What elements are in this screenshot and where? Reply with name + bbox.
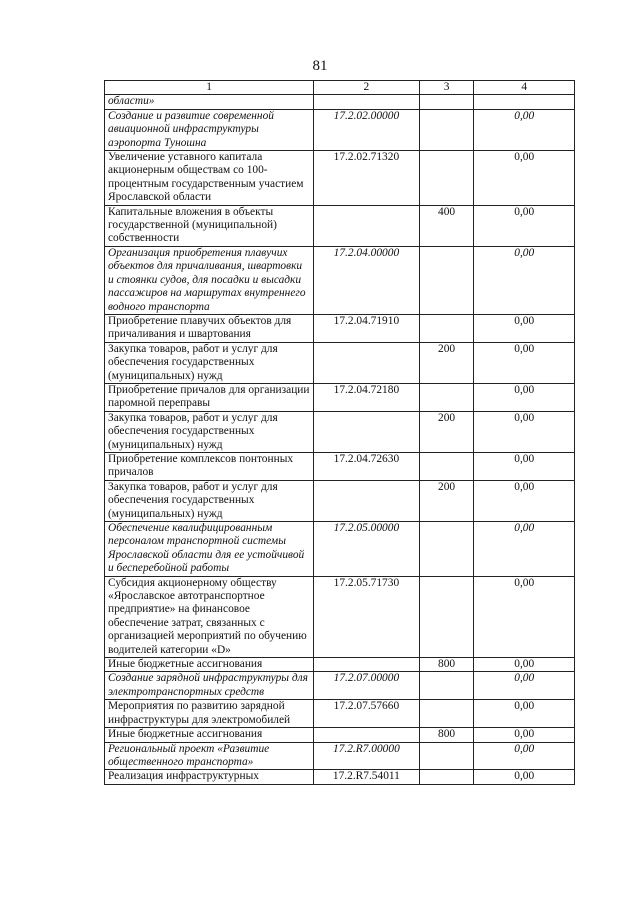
row-name-cell: Приобретение причалов для организации паромной переправы bbox=[105, 383, 314, 411]
row-code-cell: 17.2.05.71730 bbox=[314, 576, 420, 657]
table-row bbox=[105, 109, 575, 150]
table-row bbox=[105, 576, 575, 657]
row-code-cell: 17.2.07.00000 bbox=[314, 672, 420, 700]
row-name-cell: Закупка товаров, работ и услуг для обеспечения государственных (муниципальных) нужд bbox=[105, 342, 314, 383]
row-code-cell bbox=[314, 411, 420, 452]
row-type-cell: 200 bbox=[419, 342, 474, 383]
row-type-cell bbox=[419, 522, 474, 577]
row-value-cell: 0,00 bbox=[474, 342, 575, 383]
row-name-cell: Региональный проект «Развитие общественного транспорта» bbox=[105, 742, 314, 770]
row-value-cell: 0,00 bbox=[474, 728, 575, 742]
row-value-cell: 0,00 bbox=[474, 672, 575, 700]
row-type-cell: 200 bbox=[419, 480, 474, 521]
table-row bbox=[105, 342, 575, 383]
row-name-cell: Увеличение уставного капитала акционерным обществам со 100-процентным государственным участием Ярославской области bbox=[105, 151, 314, 206]
header-col-1: 1 bbox=[105, 81, 314, 95]
row-code-cell bbox=[314, 480, 420, 521]
table-row bbox=[105, 205, 575, 246]
table-row bbox=[105, 95, 575, 109]
row-code-cell: 17.2.04.72630 bbox=[314, 452, 420, 480]
row-code-cell: 17.2.04.71910 bbox=[314, 314, 420, 342]
row-type-cell: 800 bbox=[419, 658, 474, 672]
row-value-cell: 0,00 bbox=[474, 480, 575, 521]
row-value-cell: 0,00 bbox=[474, 700, 575, 728]
row-name-cell: Мероприятия по развитию зарядной инфраструктуры для электромобилей bbox=[105, 700, 314, 728]
table-header-row bbox=[105, 81, 575, 95]
row-code-cell: 17.2.02.00000 bbox=[314, 109, 420, 150]
row-name-cell: Создание зарядной инфраструктуры для электротранспортных средств bbox=[105, 672, 314, 700]
row-type-cell: 400 bbox=[419, 205, 474, 246]
table-row bbox=[105, 411, 575, 452]
row-type-cell bbox=[419, 95, 474, 109]
row-type-cell bbox=[419, 770, 474, 784]
header-col-2: 2 bbox=[314, 81, 420, 95]
row-name-cell: Субсидия акционерному обществу «Ярославское автотранспортное предприятие» на финансовое обеспечение затрат, связанных с организацией мероприятий по обучению водителей категории «D» bbox=[105, 576, 314, 657]
row-type-cell bbox=[419, 383, 474, 411]
row-code-cell: 17.2.04.72180 bbox=[314, 383, 420, 411]
row-code-cell: 17.2.R7.00000 bbox=[314, 742, 420, 770]
row-value-cell: 0,00 bbox=[474, 770, 575, 784]
row-value-cell: 0,00 bbox=[474, 205, 575, 246]
header-col-3: 3 bbox=[419, 81, 474, 95]
row-type-cell bbox=[419, 151, 474, 206]
row-name-cell: Организация приобретения плавучих объектов для причаливания, швартовки и стоянки судов, для посадки и высадки пассажиров на маршрутах внутреннего водного транспорта bbox=[105, 246, 314, 314]
row-type-cell bbox=[419, 109, 474, 150]
row-value-cell: 0,00 bbox=[474, 246, 575, 314]
row-name-cell: Реализация инфраструктурных bbox=[105, 770, 314, 784]
table-row bbox=[105, 672, 575, 700]
row-name-cell: Иные бюджетные ассигнования bbox=[105, 728, 314, 742]
row-name-cell: Создание и развитие современной авиационной инфраструктуры аэропорта Туношна bbox=[105, 109, 314, 150]
row-value-cell: 0,00 bbox=[474, 109, 575, 150]
row-name-cell: Иные бюджетные ассигнования bbox=[105, 658, 314, 672]
table-row bbox=[105, 658, 575, 672]
row-value-cell bbox=[474, 95, 575, 109]
row-code-cell bbox=[314, 728, 420, 742]
page-number: 81 bbox=[312, 58, 328, 74]
row-value-cell: 0,00 bbox=[474, 658, 575, 672]
table-row bbox=[105, 770, 575, 784]
table-row bbox=[105, 480, 575, 521]
row-name-cell: Обеспечение квалифицированным персоналом транспортной системы Ярославской области для ее устойчивой и бесперебойной работы bbox=[105, 522, 314, 577]
table-row bbox=[105, 314, 575, 342]
row-name-cell: Закупка товаров, работ и услуг для обеспечения государственных (муниципальных) нужд bbox=[105, 480, 314, 521]
table-row bbox=[105, 728, 575, 742]
row-value-cell: 0,00 bbox=[474, 314, 575, 342]
row-type-cell: 200 bbox=[419, 411, 474, 452]
row-code-cell: 17.2.05.00000 bbox=[314, 522, 420, 577]
row-type-cell bbox=[419, 452, 474, 480]
row-name-cell: Приобретение комплексов понтонных причалов bbox=[105, 452, 314, 480]
row-value-cell: 0,00 bbox=[474, 151, 575, 206]
row-type-cell: 800 bbox=[419, 728, 474, 742]
row-value-cell: 0,00 bbox=[474, 522, 575, 577]
row-type-cell bbox=[419, 314, 474, 342]
header-col-4: 4 bbox=[474, 81, 575, 95]
table-row bbox=[105, 742, 575, 770]
row-name-cell: Капитальные вложения в объекты государственной (муниципальной) собственности bbox=[105, 205, 314, 246]
row-type-cell bbox=[419, 672, 474, 700]
table-row bbox=[105, 452, 575, 480]
row-code-cell bbox=[314, 205, 420, 246]
row-value-cell: 0,00 bbox=[474, 411, 575, 452]
row-code-cell: 17.2.02.71320 bbox=[314, 151, 420, 206]
row-code-cell: 17.2.07.57660 bbox=[314, 700, 420, 728]
row-code-cell bbox=[314, 658, 420, 672]
row-value-cell: 0,00 bbox=[474, 576, 575, 657]
row-name-cell: Закупка товаров, работ и услуг для обеспечения государственных (муниципальных) нужд bbox=[105, 411, 314, 452]
row-value-cell: 0,00 bbox=[474, 452, 575, 480]
table-row bbox=[105, 246, 575, 314]
row-code-cell bbox=[314, 342, 420, 383]
row-name-cell: области» bbox=[105, 95, 314, 109]
row-name-cell: Приобретение плавучих объектов для причаливания и швартования bbox=[105, 314, 314, 342]
row-type-cell bbox=[419, 700, 474, 728]
row-value-cell: 0,00 bbox=[474, 383, 575, 411]
row-code-cell bbox=[314, 95, 420, 109]
row-type-cell bbox=[419, 576, 474, 657]
table-row bbox=[105, 383, 575, 411]
table-row bbox=[105, 522, 575, 577]
table-row bbox=[105, 151, 575, 206]
row-value-cell: 0,00 bbox=[474, 742, 575, 770]
budget-table bbox=[104, 80, 575, 785]
row-type-cell bbox=[419, 742, 474, 770]
row-code-cell: 17.2.R7.54011 bbox=[314, 770, 420, 784]
row-type-cell bbox=[419, 246, 474, 314]
row-code-cell: 17.2.04.00000 bbox=[314, 246, 420, 314]
table-row bbox=[105, 700, 575, 728]
